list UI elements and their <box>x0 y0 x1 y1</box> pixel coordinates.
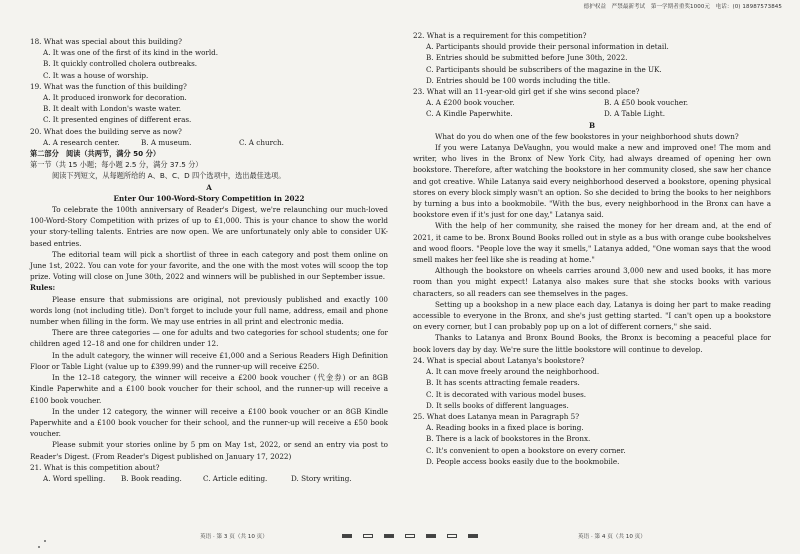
question-18-option-a: A. It was one of the first of its kind in the world. <box>43 48 219 58</box>
question-21-option-c: C. Article editing. <box>203 473 268 483</box>
rule-paragraph: In the under 12 category, the winner will receive a £100 book voucher or an 8GB Kindle Paperwhite and a £100 book voucher for their school, and the runner-up will receive a £50 book voucher. <box>30 406 388 439</box>
passage-b-label: B <box>588 120 596 130</box>
question-20-option-b: B. A museum. <box>141 137 192 147</box>
question-23-option-c: C. A Kindle Paperwhite. <box>426 109 513 119</box>
question-24-option-c: C. It is decorated with various model buses. <box>426 389 587 399</box>
question-22-option-c: C. Participants should be subscribers of the magazine in the UK. <box>426 64 662 74</box>
question-20-option-c: C. A church. <box>239 137 284 147</box>
question-21-option-b: B. Book reading. <box>121 473 182 483</box>
footer-page-4: 英语 · 第 4 页（共 10 页） <box>578 534 646 540</box>
question-24-option-b: B. It has scents attracting female readers. <box>426 378 580 388</box>
question-19-option-b: B. It dealt with London's waste water. <box>43 104 182 114</box>
passage-b-paragraph: Although the bookstore on wheels carries around 3,000 new and used books, it has more room than you might expect! Latanya also makes sure that she stocks books with various characters, so all readers can see themselves in the pages. <box>413 266 771 298</box>
section-2-heading: 第二部分 阅读（共两节，满分 50 分） <box>30 149 161 159</box>
question-21-option-d: D. Story writing. <box>291 473 352 483</box>
question-25-option-b: B. There is a lack of bookstores in the Bronx. <box>426 434 591 444</box>
rule-paragraph: In the adult category, the winner will receive £1,000 and a Serious Readers High Definition Floor or Table Light (value up to £399.99) and the runner-up will receive £250. <box>30 350 388 371</box>
registration-mark <box>384 534 394 538</box>
page-header-strip: 德护权益 严禁最新考试 第一学期者重奖1000元 电话：(0) 18987573845 <box>583 4 782 10</box>
question-19-option-a: A. It produced ironwork for decoration. <box>43 93 187 103</box>
question-25-option-a: A. Reading books in a fixed place is boring. <box>426 423 584 433</box>
passage-a-paragraph: To celebrate the 100th anniversary of Reader's Digest, we're relaunching our much-loved 100-Word-Story Competition with prizes of up to £1,000. This is your chance to show the world your story-telling talents. Entries are now open. We are unfortunately only able to consider UK-based entries. <box>30 205 388 248</box>
reading-instruction: 阅读下列短文，从每题所给的 A、B、C、D 四个选项中，选出最佳选项。 <box>52 171 286 181</box>
question-18-option-b: B. It quickly controlled cholera outbreaks. <box>43 59 198 69</box>
question-24-option-a: A. It can move freely around the neighborhood. <box>426 367 600 377</box>
rule-paragraph: In the 12–18 category, the winner will receive a £200 book voucher (代金券) or an 8GB Kindle Paperwhite and a £100 book voucher for their school, and the runner-up will receive a £100 book voucher. <box>30 373 388 405</box>
question-23-options-row-1 <box>413 97 771 108</box>
registration-mark <box>426 534 436 538</box>
footer-page-3: 英语 · 第 3 页（共 10 页） <box>200 534 268 540</box>
question-25-option-d: D. People access books easily due to the bookmobile. <box>426 456 620 466</box>
question-22-option-b: B. Entries should be submitted before June 30th, 2022. <box>426 53 628 63</box>
question-22-option-d: D. Entries should be 100 words including the title. <box>426 75 611 85</box>
question-18-stem: 18. What was special about this building? <box>30 37 182 46</box>
question-23-options-row-2 <box>413 108 771 119</box>
section-2-part-1-heading: 第一节（共 15 小题；每小题 2.5 分，满分 37.5 分） <box>30 160 203 170</box>
rule-paragraph: Please ensure that submissions are original, not previously published and exactly 100 words long (not including title). Don't forget to include your full name, address, email and phone number when filling in the form. We may use entries in all print and electronic media. <box>30 294 388 327</box>
question-23-option-d: D. A Table Light. <box>604 109 665 119</box>
registration-mark <box>405 534 415 538</box>
question-20-option-a: A. A research center. <box>43 137 120 147</box>
passage-a-label: A <box>206 182 212 192</box>
passage-b-paragraph: Thanks to Latanya and Bronx Bound Books, the Bronx is becoming a peaceful place for book lovers day by day. We're sure the little bookstore will continue to develop. <box>413 333 771 354</box>
question-22-stem: 22. What is a requirement for this competition? <box>413 31 587 40</box>
left-column <box>30 36 388 484</box>
footer-registration-marks <box>342 534 478 538</box>
passage-a-paragraph: The editorial team will pick a shortlist of three in each category and post them online on June 1st, 2022. You can vote for your favorite, and the one with the most votes will scoop the top prize. Voting will close on June 30th, 2022 and winners will be published in our September issue. <box>30 249 388 282</box>
rules-label: Rules: <box>30 283 56 293</box>
passage-b-paragraph: With the help of her community, she raised the money for her dream and, at the end of 2021, it came to be. Bronx Bound Books rolled out in style as a bus with orange cube bookshelves and wood floors. "People love the way it smells," Latanya added, "One woman says that the wood smell makes her feel like she is reading at home." <box>413 221 771 265</box>
registration-mark <box>447 534 457 538</box>
passage-b-paragraph: Setting up a bookshop in a new place each day, Latanya is doing her part to make reading accessible to everyone in the Bronx, and she's just getting started. "I can't open up a bookstore on every corner, but I can probably pop up on a lot of different corners," she said. <box>413 299 771 332</box>
rule-paragraph: There are three categories — one for adults and two categories for school students; one for children aged 12–18 and one for children under 12. <box>30 328 388 349</box>
question-19-stem: 19. What was the function of this building? <box>30 81 187 91</box>
question-23-option-b: B. A £50 book voucher. <box>604 98 689 108</box>
passage-b-paragraph: What do you do when one of the few bookstores in your neighborhood shuts down? <box>435 131 739 141</box>
question-18-option-c: C. It was a house of worship. <box>43 70 149 80</box>
question-25-option-c: C. It's convenient to open a bookstore on every corner. <box>426 445 626 455</box>
question-21-option-a: A. Word spelling. <box>43 473 106 483</box>
question-24-option-d: D. It sells books of different languages. <box>426 400 569 410</box>
question-23-stem: 23. What will an 11-year-old girl get if she wins second place? <box>413 87 640 97</box>
question-19-option-c: C. It presented engines of different eras. <box>43 115 192 125</box>
right-column <box>413 30 771 467</box>
question-20-stem: 20. What does the building serve as now? <box>30 126 182 136</box>
registration-mark <box>342 534 352 538</box>
scan-speck <box>38 546 40 548</box>
question-21-options <box>30 473 388 484</box>
question-24-stem: 24. What is special about Latanya's bookstore? <box>413 355 585 365</box>
registration-mark <box>363 534 373 538</box>
question-23-option-a: A. A £200 book voucher. <box>426 98 515 108</box>
rule-paragraph: Please submit your stories online by 5 pm on May 1st, 2022, or send an entry via post to Reader's Digest. (From Reader's Digest published on January 17, 2022) <box>30 440 388 461</box>
question-21-stem: 21. What is this competition about? <box>30 462 160 472</box>
question-20-options <box>30 137 388 148</box>
passage-a-title: Enter Our 100-Word-Story Competition in 2022 <box>113 193 305 203</box>
question-22-option-a: A. Participants should provide their personal information in detail. <box>426 42 669 52</box>
registration-mark <box>468 534 478 538</box>
scan-speck <box>44 540 46 542</box>
passage-b-paragraph: If you were Latanya DeVaughn, you would make a new and improved one! The mom and writer, who lives in the Bronx of New York City, had always dreamed of opening her own bookstore. Therefore, after watching the bookstore in her community closed, she saw her chance and got creative. While Latanya said every neighborhood deserved a bookstore, opening physical stores on every block simply wasn't an option. So she decided to bring the books to her neighbors by turning a bus into a bookmobile. "With the bus, every neighborhood in the Bronx can have a bookstore even if it's just for one day," Latanya said. <box>413 143 771 220</box>
question-25-stem: 25. What does Latanya mean in Paragraph 5? <box>413 411 580 421</box>
